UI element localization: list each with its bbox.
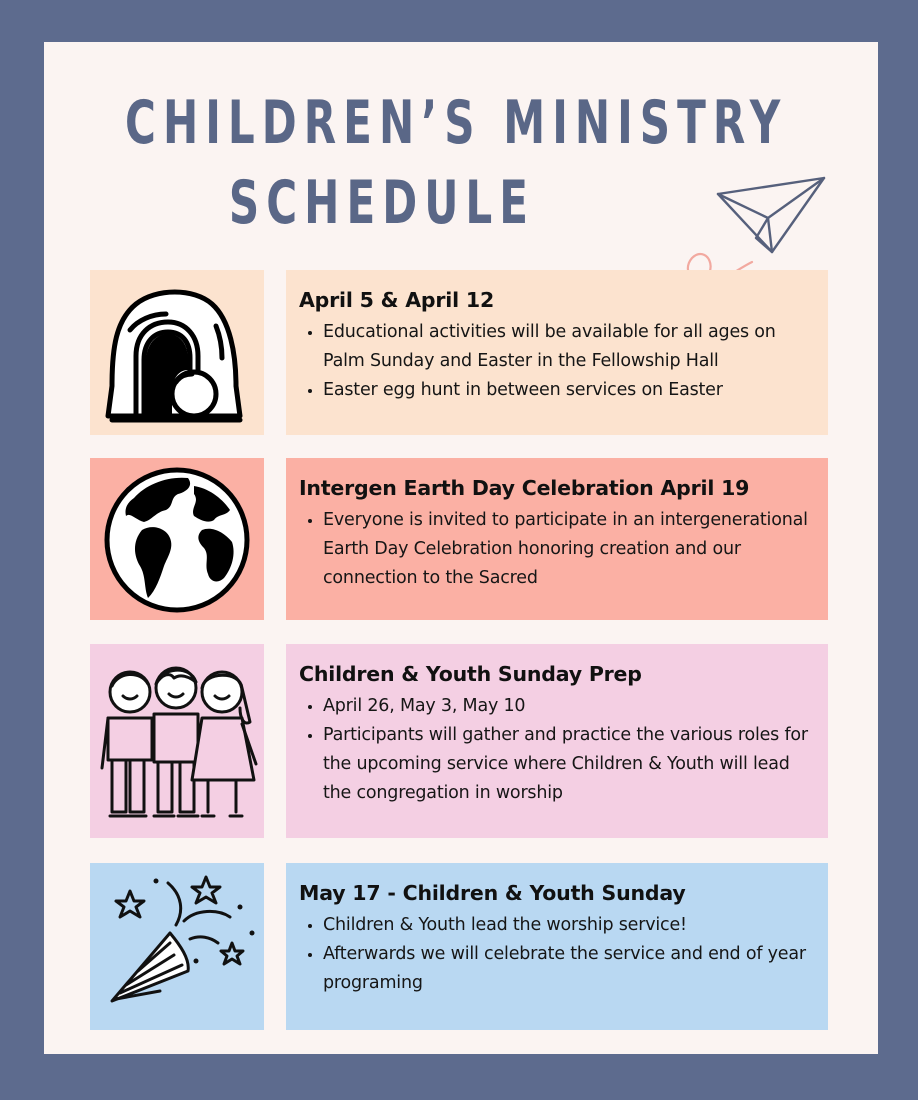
bullet-list (299, 318, 812, 405)
section-easter (90, 270, 828, 435)
list-item: • Educational activities will be available for all ages on Palm Sunday and Easter in the Fellowship Hall (323, 318, 812, 376)
section-heading: May 17 - Children & Youth Sunday (299, 881, 686, 905)
list-item: • Children & Youth lead the worship service! (323, 911, 812, 940)
tomb-icon (90, 270, 264, 435)
bullet-list (299, 692, 812, 808)
list-item: • Afterwards we will celebrate the service and end of year programing (323, 940, 812, 998)
section-heading: Intergen Earth Day Celebration April 19 (299, 476, 750, 500)
title-line-2: SCHEDULE (228, 168, 536, 238)
list-item: • Everyone is invited to participate in an intergenerational Earth Day Celebration honoring creation and our connection to the Sacred (323, 506, 812, 593)
party-popper-icon (90, 863, 264, 1030)
section-heading: April 5 & April 12 (299, 288, 495, 312)
youth-prep-details (286, 644, 828, 838)
list-item: • Easter egg hunt in between services on Easter (323, 376, 812, 405)
youth-sunday-details (286, 863, 828, 1030)
section-youth-sunday (90, 863, 828, 1030)
earth-day-details (286, 458, 828, 620)
children-icon (90, 644, 264, 838)
list-item: • April 26, May 3, May 10 (323, 692, 812, 721)
flyer-page (44, 42, 878, 1054)
title-line-1: CHILDREN’S MINISTRY (125, 88, 788, 158)
section-earth-day (90, 458, 828, 620)
bullet-list (299, 506, 812, 593)
easter-details (286, 270, 828, 435)
globe-icon (90, 458, 264, 620)
section-youth-prep (90, 644, 828, 838)
bullet-list (299, 911, 812, 998)
section-heading: Children & Youth Sunday Prep (299, 662, 642, 686)
list-item: • Participants will gather and practice the various roles for the upcoming service where Children & Youth will lead the congregation in worship (323, 721, 812, 808)
